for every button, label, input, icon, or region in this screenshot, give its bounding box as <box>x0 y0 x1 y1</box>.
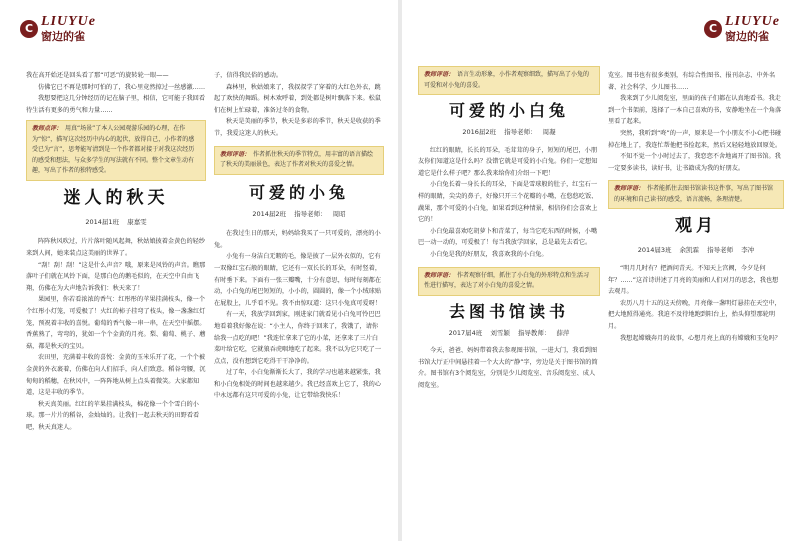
byline-teacher-label: 指导老师： <box>294 209 327 218</box>
paragraph: 秋天真美丽。红红的苹果挂满枝头，棉花像一个个雪白的小球。那一片片的稻谷，金灿灿的。让我们一起去秋天的田野看看吧，秋天真迷人。 <box>26 400 200 431</box>
byline-class: 2017届4班 <box>448 328 483 337</box>
comment-label: 教师评语： <box>424 71 455 78</box>
paragraph: “刮！刮！刮！”这是什么声音？哦，原来是风铃的声音。瞧那落叶子们就在风铃下面，是那白色的鹅毛似的，在天空中自由飞翔，仿佛在为大声地告诉我们：秋天来了！ <box>26 261 206 292</box>
comment-label: 教师点评： <box>32 125 63 133</box>
byline <box>418 328 600 340</box>
paragraph: 在我过生日的那天，妈妈给我买了一只可爱的，漂亮的小兔。 <box>214 230 381 249</box>
teacher-comment-box <box>608 180 784 209</box>
comment-text: 用真“场景”了本人公园观游乐园的心理，在作为“惊”，描写这次经历中内心的起伏，放得自己，小作者的感受已为“言”，思考能写清到是一个作者都对接于对我这次经历的感受和想法，与众多学生的写法就有不同。整个文章生动有趣，写出了作者的独特感受。 <box>32 125 195 175</box>
story-title: 观月 <box>675 216 717 237</box>
paragraph: 小白兔是我的好朋友，我喜欢我的小白兔。 <box>430 250 548 258</box>
byline-teacher-label: 指导老师 <box>707 246 734 255</box>
teacher-comment-box <box>418 66 600 95</box>
paragraph: 小白兔最喜欢吃胡萝卜和青菜了，每当它吃东西的时候，小嘴巴一动一动的，可爱极了！每当我放学回家，总是最先去看它。 <box>418 227 598 247</box>
byline-class: 2016届2班 <box>462 128 497 136</box>
paragraph: 果园里，你若看浓浓的香气：红彤彤的苹果挂满枝头，像一个个红彤小灯笼，可爱极了！火红的柿子挂弯了枝头，像一盏盏红灯笼，预祝着丰收的喜悦。葡萄的香气像一串一串，在天空中摇摆。香蕉熟了，弯弯的，犹如一个个金黄的月亮。梨、葡萄、桃子、蘑菇，都是秋天的宝贝。 <box>26 296 206 350</box>
paragraph: 子，信得我民俗的感动。 <box>214 72 283 79</box>
byline-teacher: 薛萍 <box>556 328 570 337</box>
paragraph: 我在高开始还是回头看了那“可恶”的旋转轮一眼—— <box>26 72 169 79</box>
logo-name: 窗边的雀 <box>725 30 769 43</box>
logo-brand: LIUYUe <box>725 14 780 29</box>
byline <box>26 217 206 229</box>
logo-name: 窗边的雀 <box>41 30 85 43</box>
paragraph: 突然，我听到“咚”的一声，原来是一个小朋友不小心把书碰掉在地上了，我连忙帮他把书捡起来，然后又轻轻地放回原处。 <box>608 129 782 149</box>
paragraph: 农历八月十五的这天傍晚，月亮像一盏明灯悬挂在天空中，把大地照得通亮。我迫不及待地跑到阳台上，抬头仰望那轮明月。 <box>608 299 781 330</box>
magazine-logo <box>20 15 96 42</box>
paragraph: 阵阵秋风吹过，片片落叶随风起舞，秋姑娘披着金黄色的轻纱来到人间，她来装点这美丽的世界了。 <box>26 238 206 258</box>
paragraph: 今天，爸爸、妈妈带着我去参观图书馆，一进大门，我看到图书馆大厅正中间悬挂着一个大大的“静”字，旁边是关于图书馆的简介。图书馆有3个阅览室，分别是少儿阅览室、音乐阅览室、成人阅览室。 <box>418 347 598 389</box>
byline-class: 2014届1班 <box>85 217 120 226</box>
paragraph: 红红的眼睛，长长的耳朵，毛茸茸的身子，短短的尾巴，小朋友你们知道这是什么吗？没错它就是可爱的小白兔。你们一定想知道它是什么样子吧？那么我来给你们介绍一下吧！ <box>418 146 598 177</box>
paragraph: “明月几时有？把酒问青天。不知天上宫阙，今夕是何年？……”这首诗讲述了月亮的美丽和人们对月的思念，我也想去观月。 <box>608 264 779 296</box>
teacher-comment-box <box>26 120 206 181</box>
comment-text: 作者抓住秋天的季节特点，用丰富的语言描绘了秋天的美丽景色，表达了作者对秋天的喜爱之情。 <box>220 150 374 169</box>
paragraph: 览室。图书也有很多类别，有综合性图书、报刊杂志、中外名著、社会科学、少儿图书…… <box>608 72 776 91</box>
right-column-1 <box>418 66 600 536</box>
story-title: 去图书馆读书 <box>448 301 569 321</box>
paragraph: 小兔有一身洁白无暇的毛，像是披了一层外衣似的，它有一双像红宝石般的眼睛，它还有一双长长的耳朵，有时竖着，有时垂下来。下面有一张三瓣嘴，十分有意思，每时每刻都在动，小白兔的尾巴短短的，小小的，圆圆的，像一个小绒球贴在屁股上，儿乎看不见。我不由惊叹道：这只小兔真可爱呀！ <box>214 253 382 307</box>
byline-teacher-label: 指导教师： <box>517 328 551 337</box>
left-column-1 <box>26 70 206 535</box>
comment-label: 教师评语： <box>220 150 251 158</box>
paragraph: 仿佛它已不再是那时可怕的了，我心里竟然掠过一丝感激…… <box>38 83 206 91</box>
left-page <box>0 0 398 541</box>
byline-class: 2014届2班 <box>252 209 287 218</box>
byline-class: 2014届3班 <box>637 246 672 255</box>
paragraph: 我想要把这几分钟经历的记在脑子里，相信，它可能子我回看待生活有更多的勇气和力量…… <box>26 95 206 114</box>
comment-label: 教师评语： <box>614 185 645 193</box>
teacher-comment-box <box>418 267 600 296</box>
logo-mark-icon: C <box>20 20 38 38</box>
comment-label: 教师评语： <box>424 271 455 279</box>
right-column-2 <box>608 70 784 536</box>
paragraph: 小白兔长着一身长长的耳朵，下面是雪球般的肚子，红宝石一样的眼睛，尖尖的鼻子，好像只开三个花瓣的小嘴，在悠悠吃饭、蔬果，那个可爱的小白兔，如果看到这种情景，相信你们会喜欢上它的！ <box>418 181 598 224</box>
byline <box>214 209 384 221</box>
comment-text: 语言生动形象，小作者观察细致，描写出了小兔的可爱和对小兔的喜爱。 <box>424 71 590 89</box>
paragraph: 我想起嫦娥奔月的故事，心想月亮上真的有嫦娥和玉兔吗？ <box>620 334 781 342</box>
story-title: 可爱的小白兔 <box>448 101 569 120</box>
paragraph: 有一天，我放学回到家，刚进家门就看见小白兔可怜巴巴地看着我好像在说：“小主人，你终于回来了，我饿了，请你给我一点吃的吧！”我连忙拿来了它的小菜，还拿来了三片白菜叶给它吃，它就狼吞虎咽地吃了起来。我不以为它只吃了一点点，没有想到它吃得干干净净的。 <box>214 311 382 365</box>
byline-author: 康嘉雯 <box>127 217 147 226</box>
comment-text: 作者观察仔细，抓住了小白兔的外形特点和生活习性进行描写，表达了对小白兔的喜爱之情。 <box>424 271 590 290</box>
paragraph: 不知不觉一个小时过去了，我恋恋不舍地离开了图书馆。我一定要多读书，读好书，让书籍成为我的好朋友。 <box>608 153 781 172</box>
story-title: 迷人的秋天 <box>63 187 169 208</box>
story-title: 可爱的小兔 <box>248 182 349 202</box>
left-column-2 <box>214 70 384 535</box>
logo-brand: LIUYUe <box>41 14 96 29</box>
byline <box>608 245 784 257</box>
byline-teacher-label: 指导老师： <box>504 128 537 136</box>
teacher-comment-box <box>214 146 384 175</box>
byline <box>418 127 600 139</box>
paragraph: 森林里，秋姑娘来了，我叔叔学了穿着的大红色外衣，跳起了欢快的舞蹈。树木欢呼着，到处都是树叶飘落下来。松鼠们在树上忙碌着，准备过冬的食物。 <box>214 83 382 114</box>
paragraph: 秋天是美丽的季节，秋天是多彩的季节，秋天是收获的季节，我爱这迷人的秋天。 <box>214 118 381 137</box>
byline-teacher: 周昭 <box>332 209 346 218</box>
magazine-logo <box>704 15 780 42</box>
paragraph: 过了年，小白兔渐渐长大了，我的学习也越来越紧张，我和小白兔相处的时间也越来越少。我已经喜欢上它了，我的心中永远都有这只可爱的小兔，让它带给我快乐！ <box>214 369 382 400</box>
byline-teacher: 李冲 <box>741 246 755 255</box>
comment-text: 作者能抓住去图书馆读书这件事，写出了图书馆的环境和自己读书的感受，语言流畅，条理清楚。 <box>614 185 774 203</box>
logo-mark-icon: C <box>704 20 722 38</box>
paragraph: 我来到了少儿阅览室，里面的孩子们都在认真地看书。我走到一个书架前，选择了一本自己喜欢的书，安静地坐在一个角落里看了起来。 <box>608 95 782 126</box>
byline-author: 刘雪颖 <box>490 328 510 337</box>
byline-author: 余凯霖 <box>679 246 700 255</box>
paragraph: 农田里，充满着丰收的喜悦：金黄的玉米乐开了花，一个个被金黄的外衣裹着，仿佛在向人们招手，向人们致意。稻谷弯腰，沉甸甸的稻穗，在秋风中，一阵阵地从树上点头着微笑。大家都知道，这是丰收的季节。 <box>26 354 206 397</box>
byline-teacher: 周凝 <box>542 128 556 136</box>
right-page <box>402 0 800 541</box>
